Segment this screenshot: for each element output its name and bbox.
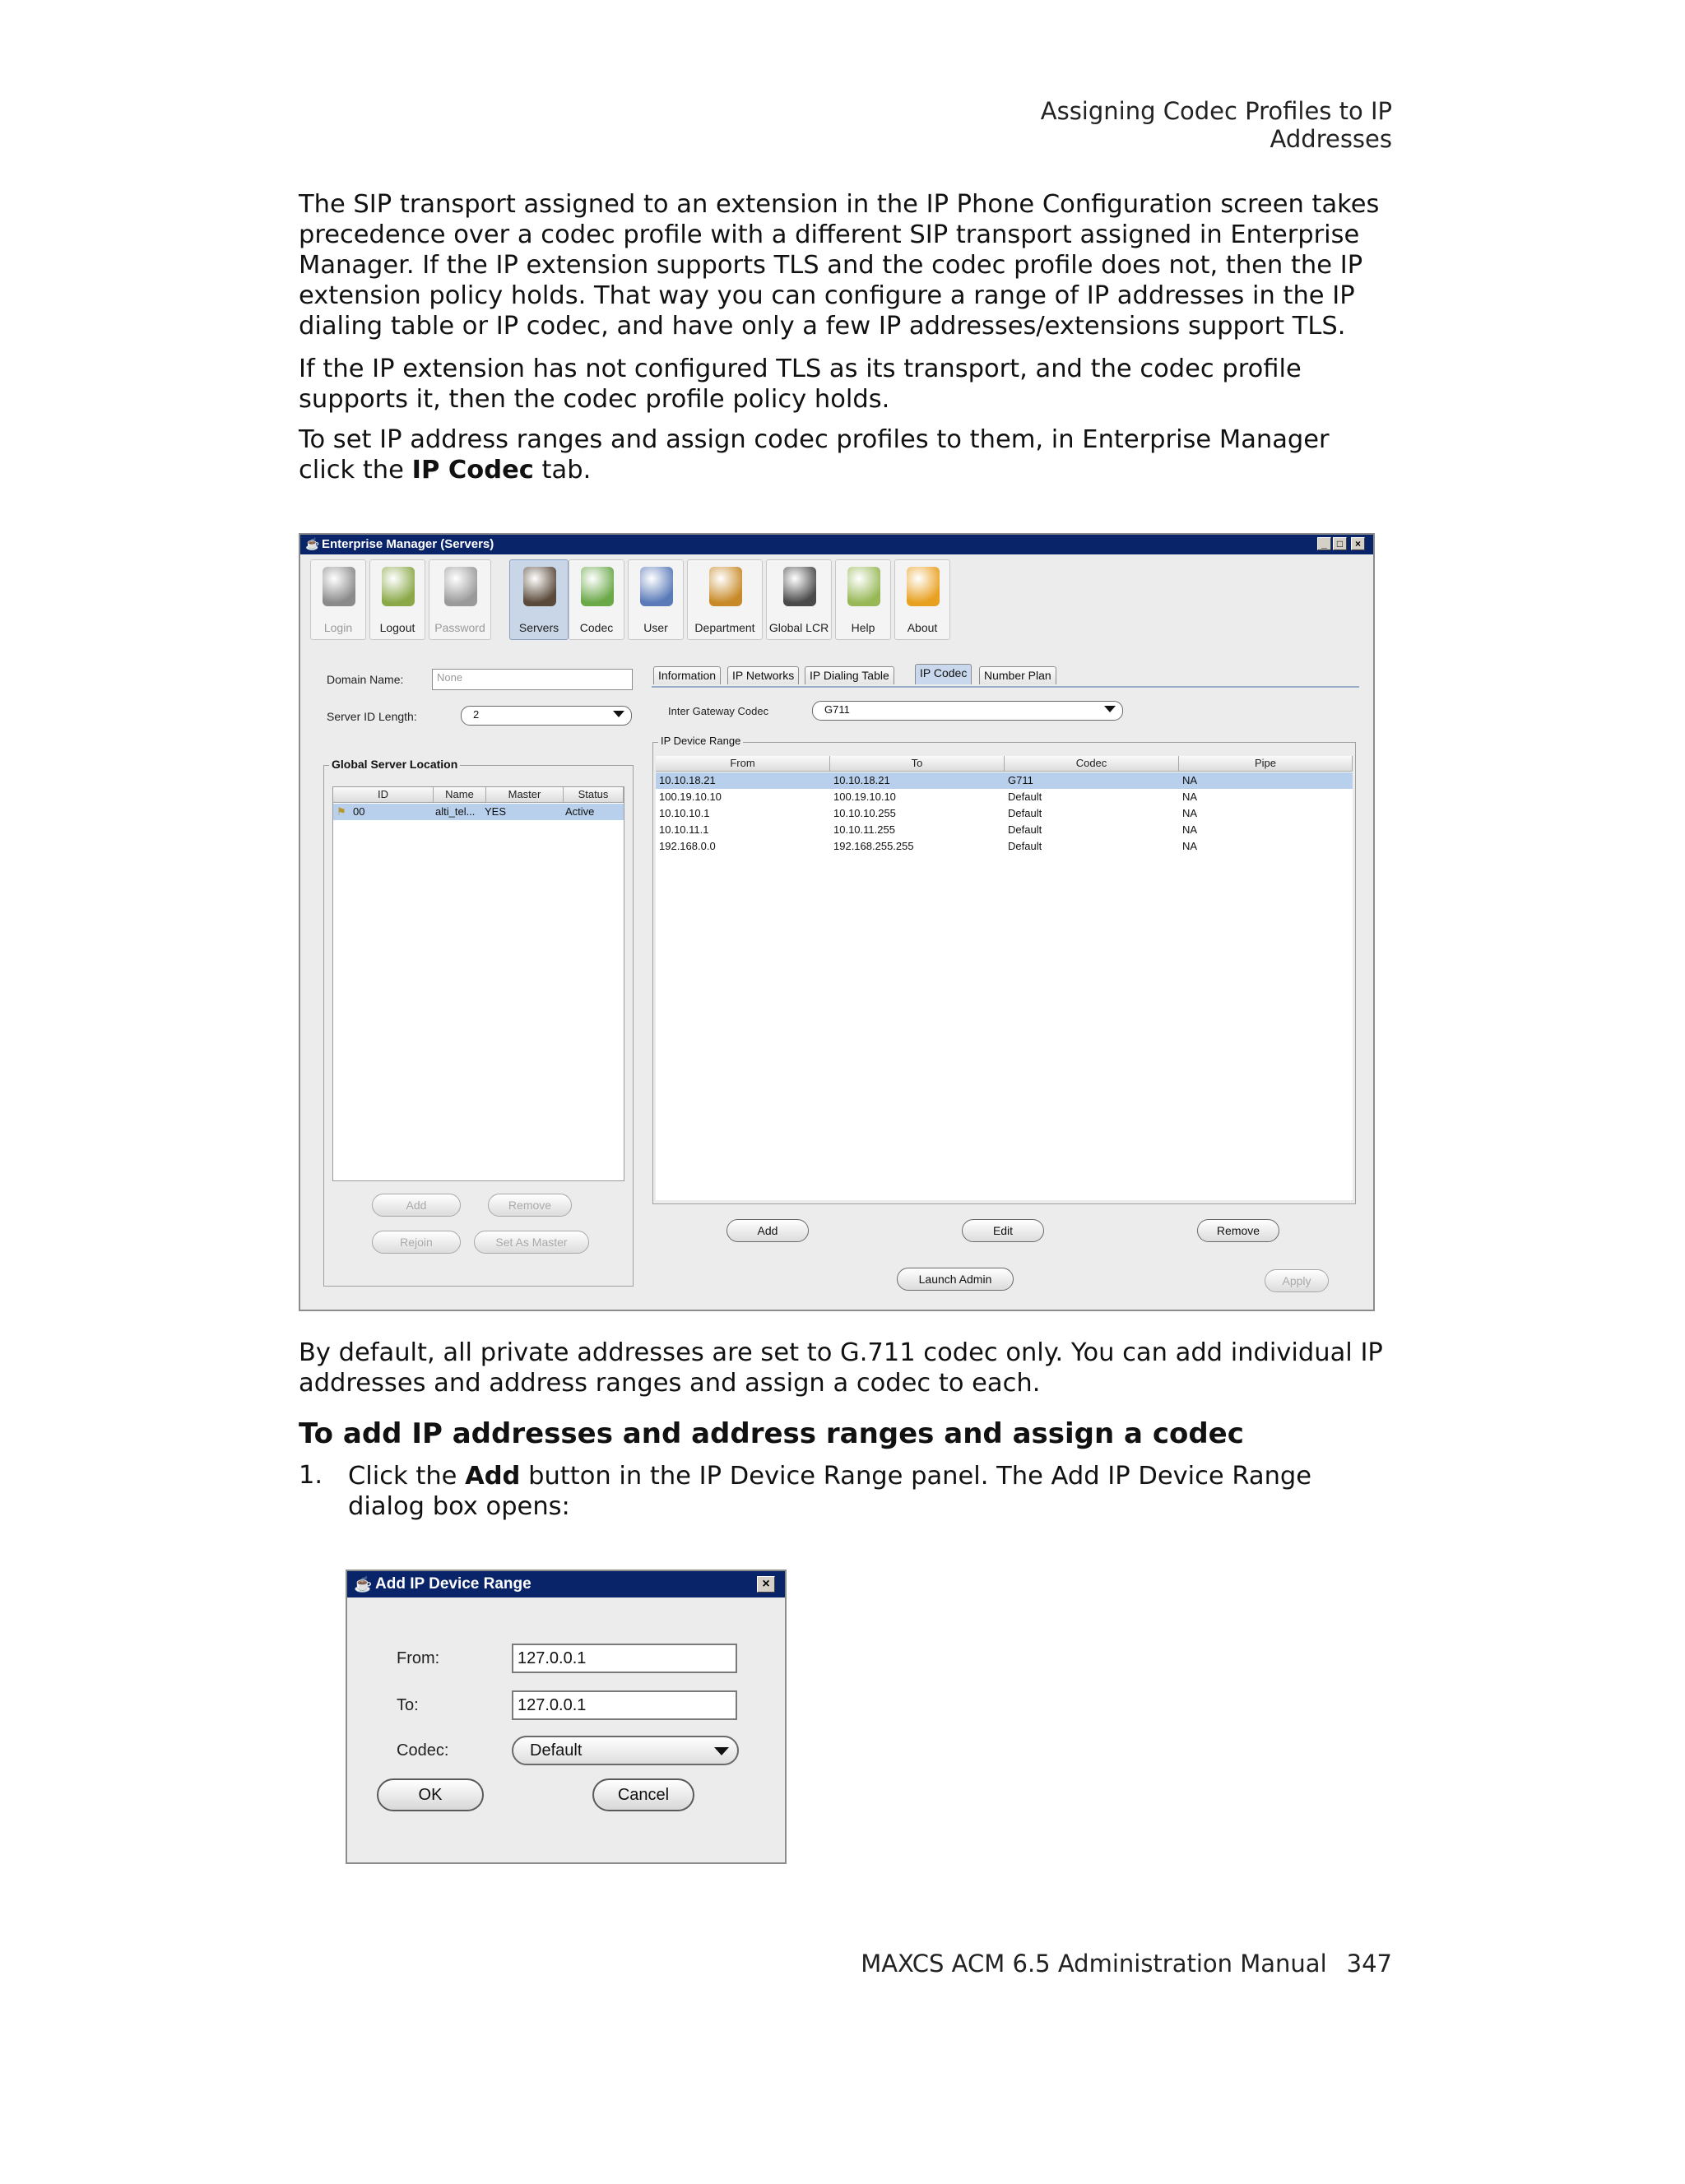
add-range-button[interactable]: Add bbox=[726, 1219, 809, 1242]
range-to-cell: 10.10.11.255 bbox=[833, 823, 895, 836]
range-codec-cell: Default bbox=[1008, 840, 1042, 852]
server-id-length-combo[interactable] bbox=[461, 706, 632, 726]
server-name-cell: alti_tel... bbox=[435, 805, 476, 818]
range-col-codec[interactable]: Codec bbox=[1005, 756, 1179, 772]
range-from-cell: 10.10.18.21 bbox=[659, 774, 716, 786]
department-icon bbox=[709, 567, 742, 606]
range-codec-cell: Default bbox=[1008, 807, 1042, 819]
login-icon bbox=[323, 567, 355, 606]
toolbar-button-label: User bbox=[643, 621, 668, 634]
chevron-down-icon bbox=[613, 711, 624, 717]
range-pipe-cell: NA bbox=[1182, 774, 1198, 786]
set-as-master-button[interactable]: Set As Master bbox=[474, 1231, 589, 1254]
procedure-heading: To add IP addresses and address ranges and assign a codec bbox=[299, 1417, 1244, 1450]
add-emphasis: Add bbox=[465, 1462, 521, 1491]
server-master-cell: YES bbox=[485, 805, 507, 818]
toolbar-button-label: Global LCR bbox=[768, 621, 829, 634]
toolbar-logout-button[interactable] bbox=[369, 559, 425, 640]
about-icon bbox=[907, 567, 940, 606]
range-pipe-cell: NA bbox=[1182, 791, 1198, 803]
password-keys-icon bbox=[444, 567, 477, 606]
paragraph-sip-transport: The SIP transport assigned to an extension in the IP Phone Configuration screen takes precedence over a codec profile with a different SIP transport assigned in Enterprise Manager. If the IP extension supports TLS and the codec profile does not, then the IP extension policy holds. That way you can configure a range of IP addresses in the IP dialing table or IP codec, and have only a few IP addresses/extensions support TLS. bbox=[299, 190, 1380, 341]
toolbar-login-button[interactable] bbox=[310, 559, 366, 640]
manual-title: MAXCS ACM 6.5 Administration Manual bbox=[861, 1950, 1327, 1978]
tab-number-plan[interactable]: Number Plan bbox=[979, 666, 1056, 684]
server-id-length-value: 2 bbox=[473, 708, 480, 721]
codec-label: Codec: bbox=[397, 1741, 449, 1760]
server-id-length-label: Server ID Length: bbox=[327, 710, 417, 723]
range-pipe-cell: NA bbox=[1182, 840, 1198, 852]
range-to-cell: 10.10.10.255 bbox=[833, 807, 896, 819]
step-number: 1. bbox=[299, 1461, 323, 1490]
codec-select-value: Default bbox=[530, 1741, 583, 1760]
close-icon[interactable]: × bbox=[1351, 537, 1365, 550]
apply-button[interactable]: Apply bbox=[1265, 1269, 1329, 1292]
toolbar-button-label: About bbox=[907, 621, 938, 634]
toolbar-global-lcr-button[interactable] bbox=[766, 559, 832, 640]
help-icon bbox=[847, 567, 880, 606]
user-icon bbox=[640, 567, 673, 606]
toolbar-button-label: Codec bbox=[579, 621, 614, 634]
server-col-status[interactable]: Status bbox=[564, 787, 624, 803]
page-footer bbox=[856, 1950, 1392, 1978]
domain-name-label: Domain Name: bbox=[327, 673, 404, 686]
toolbar-button-label: Logout bbox=[379, 621, 415, 634]
range-from-cell: 100.19.10.10 bbox=[659, 791, 722, 803]
tab-ip-networks[interactable]: IP Networks bbox=[727, 666, 799, 684]
range-codec-cell: Default bbox=[1008, 823, 1042, 836]
range-table-row[interactable] bbox=[656, 805, 1353, 822]
remove-server-button[interactable]: Remove bbox=[488, 1194, 572, 1217]
range-from-cell: 192.168.0.0 bbox=[659, 840, 716, 852]
tab-information[interactable]: Information bbox=[653, 666, 721, 684]
toolbar-help-button[interactable] bbox=[835, 559, 891, 640]
server-col-master[interactable]: Master bbox=[486, 787, 564, 803]
codec-icon bbox=[581, 567, 614, 606]
add-ip-device-range-dialog bbox=[346, 1570, 787, 1864]
rejoin-button[interactable]: Rejoin bbox=[372, 1231, 461, 1254]
range-col-from[interactable]: From bbox=[656, 756, 830, 772]
from-field[interactable]: 127.0.0.1 bbox=[512, 1644, 737, 1673]
range-col-pipe[interactable]: Pipe bbox=[1179, 756, 1353, 772]
logout-icon bbox=[382, 567, 415, 606]
ip-device-range-title: IP Device Range bbox=[658, 735, 743, 747]
maximize-icon[interactable]: □ bbox=[1333, 537, 1347, 550]
global-server-location-group bbox=[323, 758, 634, 1287]
java-cup-icon: ☕ bbox=[354, 1576, 373, 1593]
launch-admin-button[interactable]: Launch Admin bbox=[897, 1268, 1014, 1291]
range-pipe-cell: NA bbox=[1182, 807, 1198, 819]
range-table-row[interactable] bbox=[656, 838, 1353, 855]
range-from-cell: 10.10.11.1 bbox=[659, 823, 709, 836]
ip-codec-emphasis: IP Codec bbox=[411, 456, 534, 485]
range-from-cell: 10.10.10.1 bbox=[659, 807, 710, 819]
codec-select[interactable] bbox=[512, 1736, 739, 1765]
paragraph-set-ranges bbox=[299, 424, 1393, 485]
toolbar-button-label: Help bbox=[851, 621, 875, 634]
inter-gateway-codec-combo[interactable] bbox=[812, 701, 1123, 721]
ip-range-table bbox=[656, 756, 1353, 1200]
em-window-title: Enterprise Manager (Servers) bbox=[322, 537, 494, 551]
range-table-row[interactable] bbox=[656, 789, 1353, 805]
range-col-to[interactable]: To bbox=[830, 756, 1005, 772]
edit-range-button[interactable]: Edit bbox=[962, 1219, 1044, 1242]
step-prefix: Click the bbox=[348, 1462, 466, 1491]
to-label: To: bbox=[397, 1696, 419, 1714]
range-table-row[interactable] bbox=[656, 772, 1353, 789]
running-head: Assigning Codec Profiles to IP Addresses bbox=[1040, 97, 1392, 153]
paragraph-default-codec: By default, all private addresses are set to G.711 codec only. You can add individual IP addresses and address ranges and assign a codec to each. bbox=[299, 1338, 1383, 1398]
dialog-title: Add IP Device Range bbox=[375, 1575, 531, 1593]
toolbar-button-label: Password bbox=[434, 621, 485, 634]
inter-gateway-codec-value: G711 bbox=[824, 703, 850, 716]
server-status-cell: Active bbox=[565, 805, 595, 818]
global-server-location-title: Global Server Location bbox=[329, 758, 460, 771]
minimize-icon[interactable]: _ bbox=[1317, 537, 1331, 550]
step-text bbox=[348, 1461, 1393, 1522]
ip-device-range-group bbox=[652, 735, 1356, 1204]
toolbar-button-label: Servers bbox=[518, 621, 559, 634]
enterprise-manager-window bbox=[299, 533, 1375, 1311]
toolbar-codec-button[interactable] bbox=[569, 559, 624, 640]
domain-name-field[interactable]: None bbox=[432, 669, 633, 690]
toolbar-about-button[interactable] bbox=[894, 559, 950, 640]
tab-ip-codec[interactable]: IP Codec bbox=[915, 664, 972, 684]
range-table-row[interactable] bbox=[656, 822, 1353, 838]
from-label: From: bbox=[397, 1649, 440, 1667]
servers-icon bbox=[523, 567, 556, 606]
add-server-button[interactable]: Add bbox=[372, 1194, 461, 1217]
server-col-name[interactable]: Name bbox=[434, 787, 486, 803]
em-titlebar bbox=[300, 535, 1373, 554]
toolbar-user-button[interactable] bbox=[628, 559, 684, 640]
toolbar-password-button[interactable] bbox=[429, 559, 491, 640]
ok-button[interactable]: OK bbox=[377, 1778, 484, 1811]
range-to-cell: 192.168.255.255 bbox=[833, 840, 914, 852]
para3-suffix: tab. bbox=[533, 456, 592, 485]
em-toolbar bbox=[310, 559, 1367, 650]
range-to-cell: 10.10.18.21 bbox=[833, 774, 890, 786]
toolbar-servers-button[interactable] bbox=[509, 559, 569, 640]
toolbar-button-label: Department bbox=[694, 621, 755, 634]
server-col-id[interactable]: ID bbox=[333, 787, 434, 803]
dialog-titlebar bbox=[347, 1571, 785, 1597]
page-number: 347 bbox=[1346, 1950, 1392, 1978]
java-cup-icon: ☕ bbox=[305, 537, 320, 550]
server-node-icon: ⚑ bbox=[337, 805, 346, 818]
to-field[interactable]: 127.0.0.1 bbox=[512, 1690, 737, 1720]
cancel-button[interactable]: Cancel bbox=[592, 1778, 694, 1811]
chevron-down-icon bbox=[714, 1747, 729, 1755]
toolbar-button-label: Login bbox=[323, 621, 353, 634]
remove-range-button[interactable]: Remove bbox=[1197, 1219, 1279, 1242]
range-to-cell: 100.19.10.10 bbox=[833, 791, 896, 803]
para3-prefix: To set IP address ranges and assign codec profiles to them, in Enterprise Manager click the bbox=[299, 425, 1330, 485]
inter-gateway-codec-label: Inter Gateway Codec bbox=[668, 705, 769, 717]
em-tab-strip bbox=[652, 666, 1359, 688]
global-lcr-icon bbox=[783, 567, 816, 606]
server-table-row[interactable] bbox=[333, 804, 624, 820]
range-codec-cell: Default bbox=[1008, 791, 1042, 803]
step-suffix: button in the IP Device Range panel. The Add IP Device Range dialog box opens: bbox=[348, 1462, 1312, 1521]
tab-ip-dialing-table[interactable]: IP Dialing Table bbox=[805, 666, 894, 684]
server-table bbox=[332, 786, 624, 1181]
close-icon[interactable]: × bbox=[757, 1576, 775, 1593]
toolbar-department-button[interactable] bbox=[687, 559, 763, 640]
range-codec-cell: G711 bbox=[1008, 774, 1033, 786]
chevron-down-icon bbox=[1104, 706, 1116, 712]
range-pipe-cell: NA bbox=[1182, 823, 1198, 836]
paragraph-tls-policy: If the IP extension has not configured TLS as its transport, and the codec profile supports it, then the codec profile policy holds. bbox=[299, 355, 1302, 414]
server-id-cell: 00 bbox=[353, 805, 365, 818]
